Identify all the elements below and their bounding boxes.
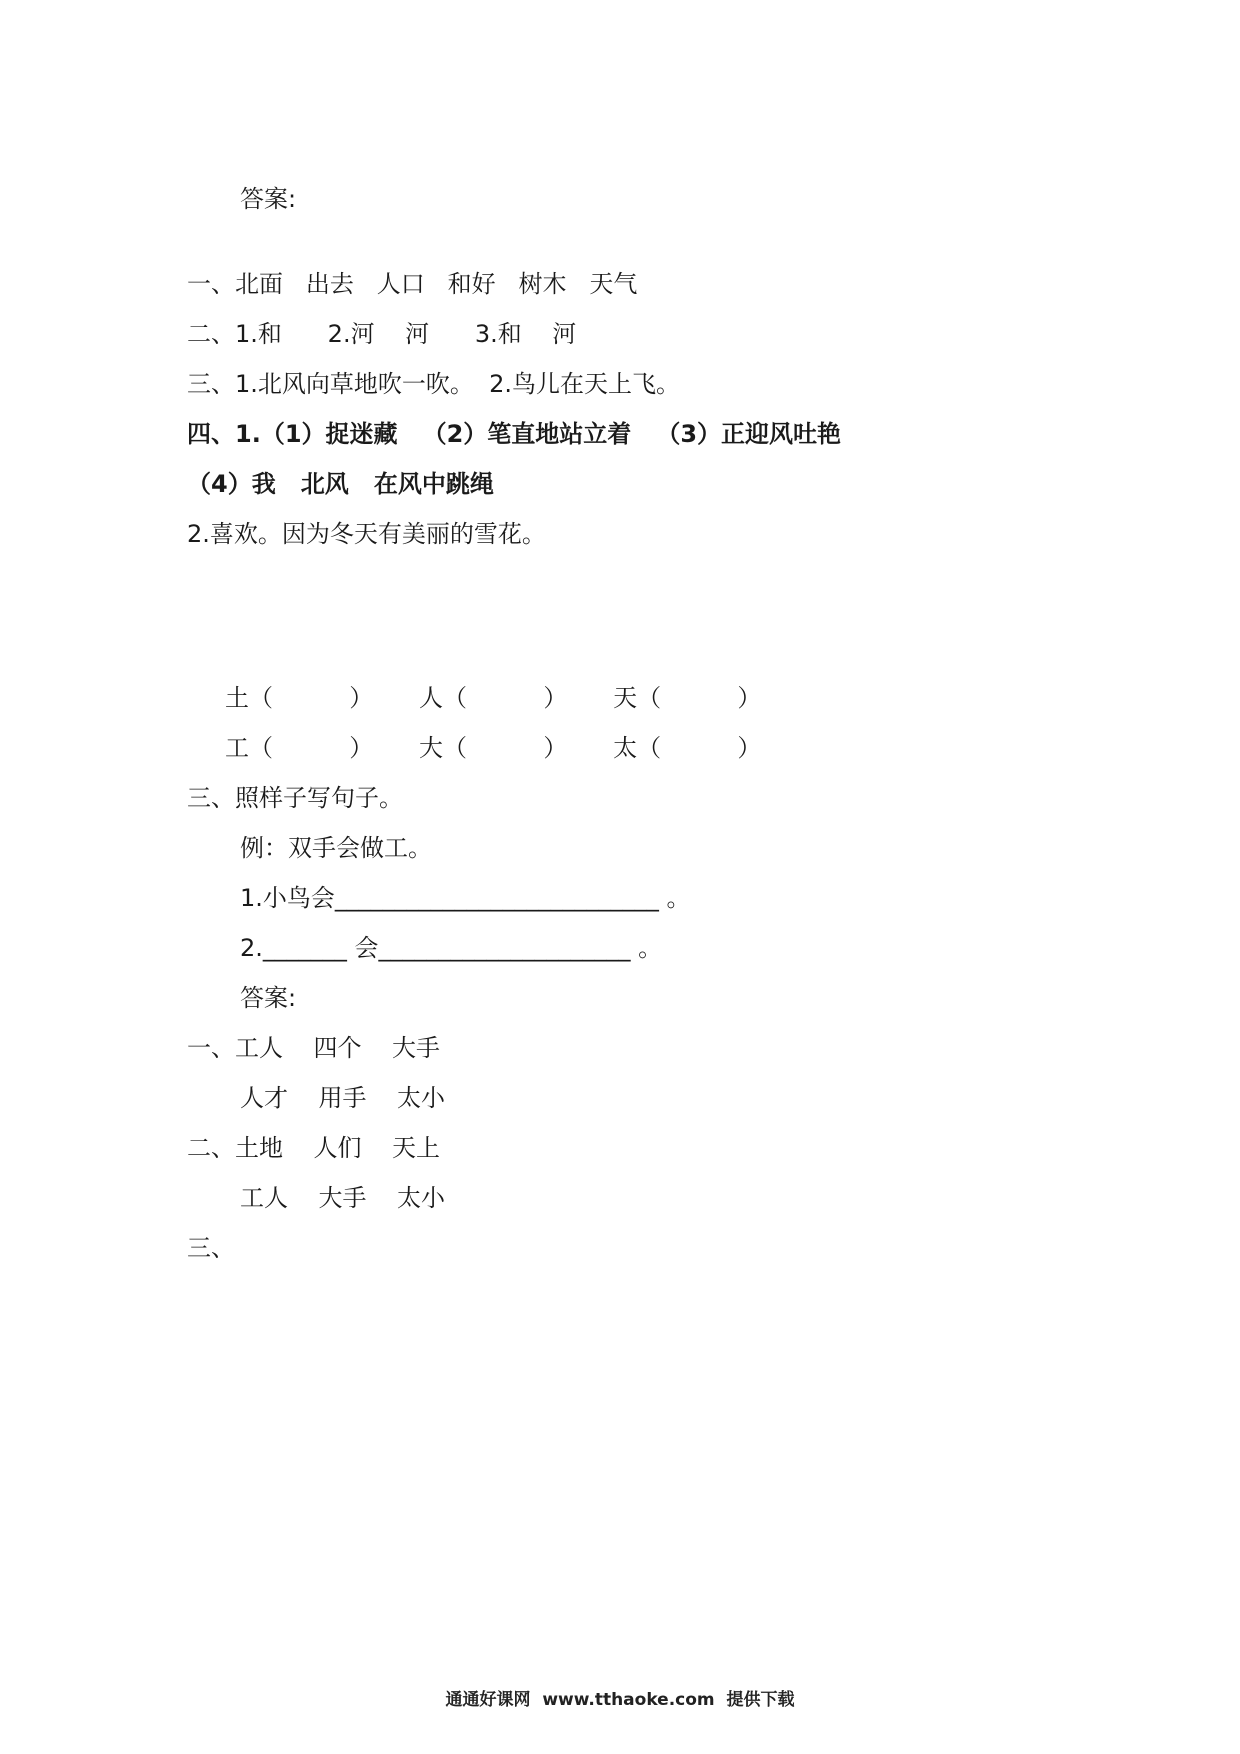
answer-line-4: 四、1.（1）捉迷藏 （2）笔直地站立着 （3）正迎风吐艳 — [187, 420, 842, 448]
answer-2-line-1a: 一、工人 四个 大手 — [187, 1034, 441, 1062]
sentence-item-1: 1.小鸟会___________________________ 。 — [240, 884, 691, 912]
answer-line-5: （4）我 北风 在风中跳绳 — [187, 470, 494, 498]
sentence-item-2: 2._______ 会_____________________ 。 — [240, 934, 663, 962]
answer-2-line-2a: 二、土地 人们 天上 — [187, 1134, 441, 1162]
answer-line-6: 2.喜欢。因为冬天有美丽的雪花。 — [187, 520, 546, 548]
answer-line-3: 三、1.北风向草地吹一吹。 2.鸟儿在天上飞。 — [187, 370, 681, 398]
answer-2-line-3: 三、 — [187, 1234, 235, 1262]
answer-line-2: 二、1.和 2.河 河 3.和 河 — [187, 320, 577, 348]
fill-row-2: 工（ ） 大（ ） 太（ ） — [225, 734, 762, 762]
fill-row-1: 土（ ） 人（ ） 天（ ） — [225, 684, 762, 712]
example-sentence: 例：双手会做工。 — [240, 834, 432, 862]
section-3-title: 三、照样子写句子。 — [187, 784, 403, 812]
answer-line-1: 一、北面 出去 人口 和好 树木 天气 — [187, 270, 638, 298]
answer-heading-2: 答案: — [240, 984, 297, 1012]
answer-2-line-1b: 人才 用手 太小 — [240, 1084, 446, 1112]
footer-credit: 通通好课网 www.tthaoke.com 提供下载 — [445, 1690, 795, 1710]
answer-heading: 答案: — [240, 185, 297, 213]
answer-2-line-2b: 工人 大手 太小 — [240, 1184, 446, 1212]
